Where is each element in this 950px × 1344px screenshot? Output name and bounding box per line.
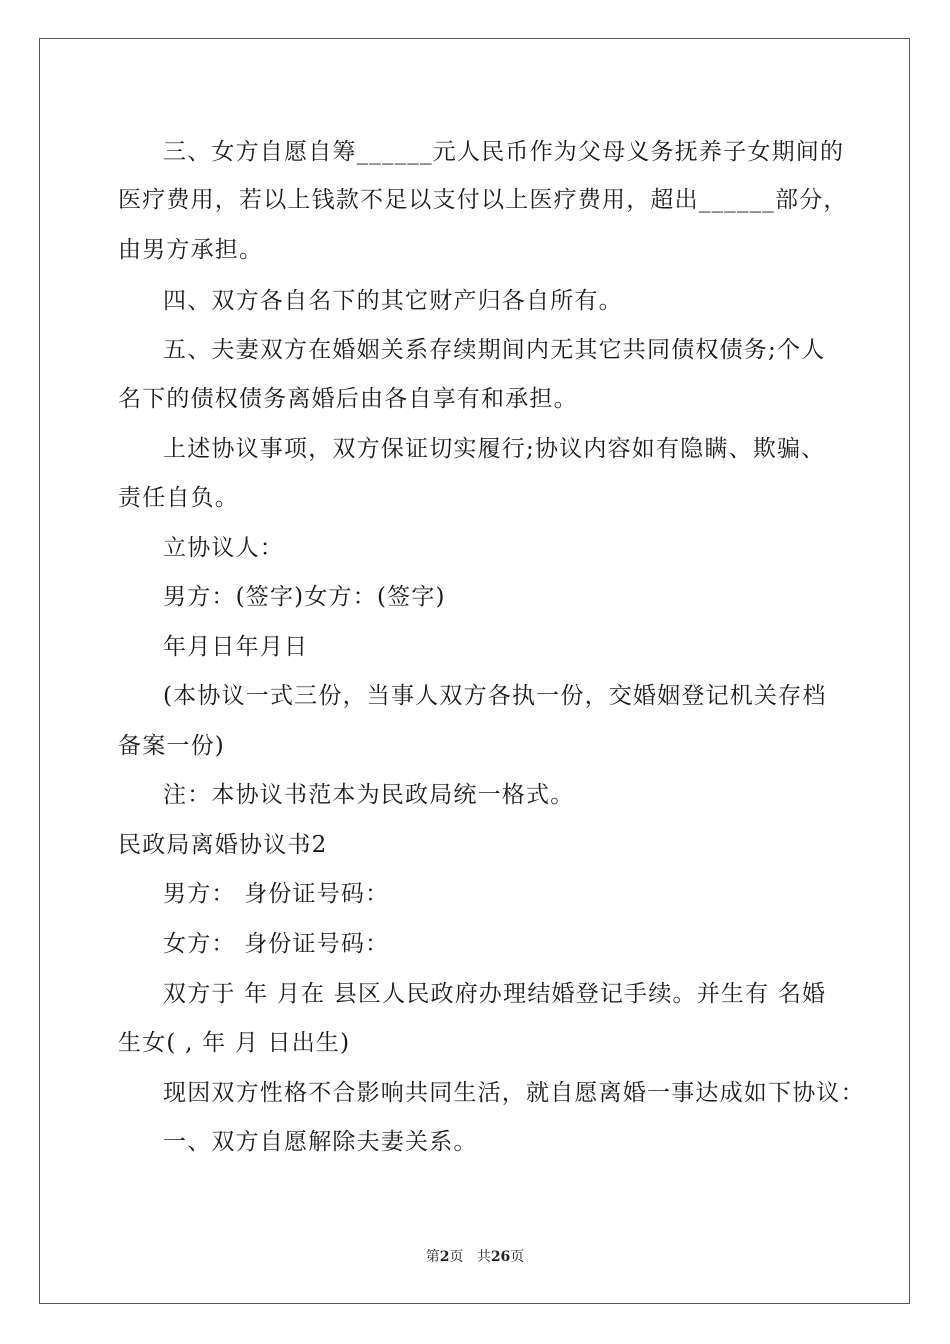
page-number: 2 xyxy=(439,1249,450,1265)
paragraph-line: 备案一份) xyxy=(118,733,225,759)
paragraph-line: 女方： 身份证号码： xyxy=(163,931,390,957)
section-heading: 民政局离婚协议书2 xyxy=(118,832,328,858)
paragraph-line: 三、女方自愿自筹______元人民币作为父母义务抚养子女期间的 xyxy=(163,139,845,165)
paragraph-line: 注：本协议书范本为民政局统一格式。 xyxy=(163,782,575,808)
paragraph-line: 年月日年月日 xyxy=(163,634,309,660)
page-suffix: 页 xyxy=(449,1249,464,1265)
paragraph-line: 上述协议事项，双方保证切实履行;协议内容如有隐瞒、欺骗、 xyxy=(163,436,826,462)
paragraph-line: 生女( , 年 月 日出生) xyxy=(118,1030,351,1056)
paragraph-line: 双方于 年 月在 县区人民政府办理结婚登记手续。并生有 名婚 xyxy=(163,981,827,1007)
page-footer xyxy=(0,1246,950,1266)
paragraph-line: 男方： 身份证号码： xyxy=(163,881,390,907)
total-suffix: 页 xyxy=(510,1249,525,1265)
paragraph-line: 由男方承担。 xyxy=(118,237,264,263)
page-border xyxy=(39,38,910,1304)
total-pages: 26 xyxy=(490,1249,511,1265)
page-prefix: 第 xyxy=(425,1249,440,1265)
paragraph-line: 五、夫妻双方在婚姻关系存续期间内无其它共同债权债务;个人 xyxy=(163,337,826,363)
paragraph-line: (本协议一式三份，当事人双方各执一份，交婚姻登记机关存档 xyxy=(163,683,827,709)
paragraph-line: 责任自负。 xyxy=(118,485,239,511)
paragraph-line: 一、双方自愿解除夫妻关系。 xyxy=(163,1129,478,1155)
paragraph-line: 男方：(签字)女方：(签字) xyxy=(163,584,446,610)
paragraph-line: 医疗费用，若以上钱款不足以支付以上医疗费用，超出______部分， xyxy=(118,187,848,213)
paragraph-line: 四、双方各自名下的其它财产归各自所有。 xyxy=(163,288,623,314)
total-prefix: 共 xyxy=(476,1249,491,1265)
paragraph-line: 立协议人： xyxy=(163,535,284,561)
paragraph-line: 名下的债权债务离婚后由各自享有和承担。 xyxy=(118,386,578,412)
paragraph-line: 现因双方性格不合影响共同生活，就自愿离婚一事达成如下协议： xyxy=(163,1080,865,1106)
